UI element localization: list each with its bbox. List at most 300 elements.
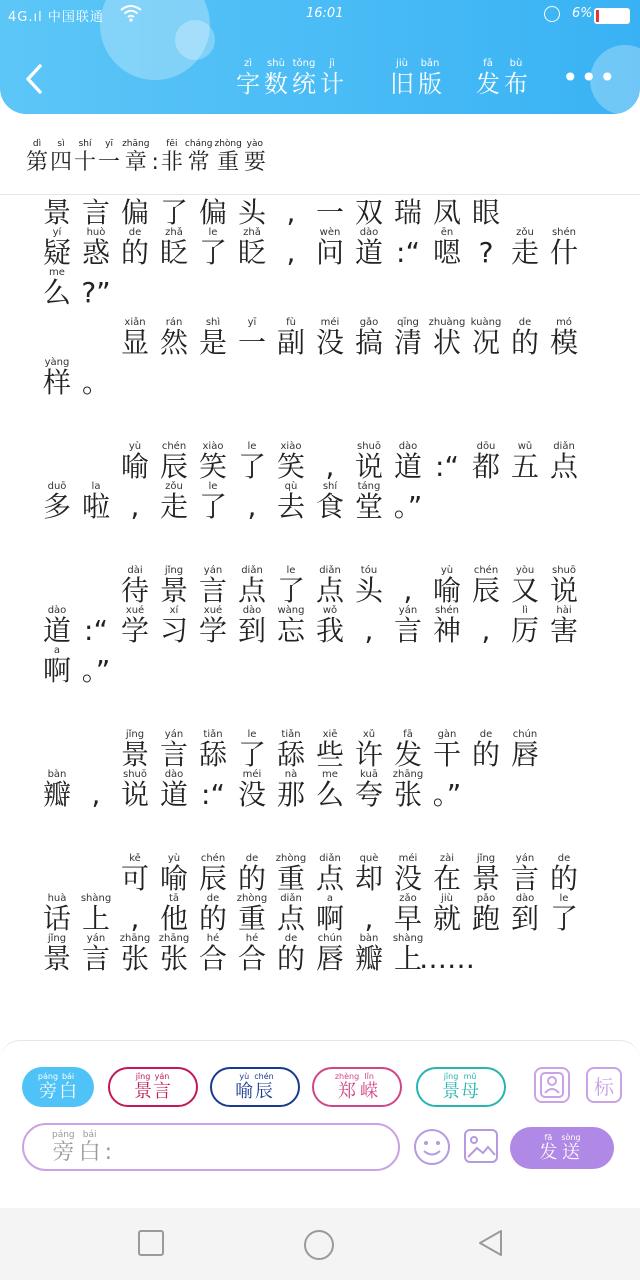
pinyin: jǐng xyxy=(125,729,145,740)
hanzi-glyph xyxy=(561,1133,580,1163)
image-button[interactable] xyxy=(462,1127,502,1167)
text-line xyxy=(38,195,608,227)
send-button[interactable] xyxy=(510,1127,614,1169)
hanzi-glyph xyxy=(161,138,183,176)
pinyin: yán xyxy=(515,853,535,864)
pinyin: tā xyxy=(168,893,180,904)
character: 厉 xyxy=(510,614,539,647)
pinyin: rán xyxy=(165,317,183,328)
character: 瓣 xyxy=(354,942,383,975)
pinyin: zǒu xyxy=(165,481,183,492)
pinyin: dào xyxy=(242,605,262,616)
hanzi-glyph xyxy=(38,933,76,973)
character: 。 xyxy=(81,366,110,399)
hanzi-glyph xyxy=(428,893,466,933)
hanzi-glyph xyxy=(233,317,271,357)
character: 辰 xyxy=(198,862,227,895)
pinyin: shí xyxy=(78,139,92,149)
character: 的 xyxy=(549,862,578,895)
pinyin: hé xyxy=(245,933,259,944)
role-chip-narrator[interactable] xyxy=(22,1067,94,1107)
character: 言 xyxy=(159,738,188,771)
pinyin: tiǎn xyxy=(281,729,301,740)
pinyin: mó xyxy=(556,317,572,328)
chapter-title[interactable] xyxy=(26,138,268,176)
pinyin: qù xyxy=(284,481,298,492)
character: 母 xyxy=(461,1081,479,1102)
character: 道 xyxy=(159,778,188,811)
hanzi-glyph xyxy=(194,769,232,809)
back-nav-button[interactable] xyxy=(476,1228,508,1260)
hanzi-glyph xyxy=(350,769,388,809)
pinyin: fā xyxy=(403,729,413,740)
hanzi-glyph xyxy=(539,1133,557,1163)
character: 的 xyxy=(198,902,227,935)
pinyin: zǒu xyxy=(516,227,534,238)
character: 啦 xyxy=(81,490,110,523)
hanzi-glyph xyxy=(506,441,544,481)
hanzi-glyph xyxy=(233,893,271,933)
hanzi-glyph xyxy=(233,441,271,481)
carrier-label: 4G.ıl 中国联通 xyxy=(8,10,104,25)
character: 的 xyxy=(120,236,149,269)
hanzi-glyph xyxy=(311,227,349,267)
character: 言 xyxy=(81,196,110,229)
character: 显 xyxy=(120,326,149,359)
character: :“ xyxy=(84,614,108,647)
pinyin: chún xyxy=(317,933,343,944)
pinyin: dào xyxy=(359,227,379,238)
pinyin: chén xyxy=(254,1072,274,1081)
character: , xyxy=(286,196,296,229)
character: 清 xyxy=(393,326,422,359)
character: 字 xyxy=(236,70,260,98)
character: 发 xyxy=(476,70,500,98)
pinyin: méi xyxy=(242,769,262,780)
pinyin: ēn xyxy=(440,227,454,238)
hanzi-glyph xyxy=(428,729,466,769)
character: 去 xyxy=(276,490,305,523)
pinyin: páng xyxy=(52,1130,75,1140)
role-profile-button[interactable] xyxy=(534,1067,570,1103)
hanzi-glyph xyxy=(311,729,349,769)
character: 状 xyxy=(432,326,461,359)
hanzi-glyph xyxy=(38,645,76,685)
character: 非 xyxy=(160,150,183,175)
pinyin: zhāng xyxy=(158,933,190,944)
hanzi-glyph xyxy=(311,441,349,481)
hanzi-glyph xyxy=(116,893,154,933)
character: 景 xyxy=(159,574,188,607)
pinyin: jì xyxy=(329,58,335,69)
hanzi-glyph xyxy=(311,893,349,933)
text-line xyxy=(38,357,608,397)
pinyin: yán xyxy=(398,605,418,616)
pinyin: yí xyxy=(52,227,62,238)
character: 言 xyxy=(81,942,110,975)
hanzi-glyph xyxy=(311,481,349,521)
pinyin: lǐn xyxy=(364,1072,374,1081)
hanzi-glyph xyxy=(350,729,388,769)
pinyin: yī xyxy=(247,317,257,328)
character: 偏 xyxy=(198,196,227,229)
character: , xyxy=(325,450,335,483)
character: : xyxy=(104,1140,113,1165)
hanzi-glyph xyxy=(38,769,76,809)
hanzi-glyph xyxy=(59,1072,77,1102)
pinyin: kuā xyxy=(360,769,378,780)
hanzi-glyph xyxy=(194,893,232,933)
pinyin: cháng xyxy=(184,139,213,149)
character: 凤 xyxy=(432,196,461,229)
hanzi-glyph xyxy=(77,195,115,227)
publish-button[interactable] xyxy=(476,58,532,98)
character: 要 xyxy=(243,150,266,175)
character: 害 xyxy=(549,614,578,647)
character: 第 xyxy=(26,150,49,175)
hanzi-glyph xyxy=(545,565,583,605)
hanzi-glyph xyxy=(292,58,316,98)
character: 习 xyxy=(159,614,188,647)
pinyin: nà xyxy=(284,769,298,780)
hanzi-glyph xyxy=(428,853,466,893)
role-toolbar xyxy=(0,1040,640,1175)
hanzi-glyph xyxy=(116,853,154,893)
hanzi-glyph xyxy=(467,729,505,769)
hanzi-glyph xyxy=(155,893,193,933)
pinyin: wǒ xyxy=(322,605,338,616)
hanzi-glyph xyxy=(233,481,271,521)
dialogue-input[interactable] xyxy=(22,1123,400,1171)
character: 双 xyxy=(354,196,383,229)
character: 景 xyxy=(442,1081,460,1102)
character: 夸 xyxy=(354,778,383,811)
pinyin: diǎn xyxy=(241,565,263,576)
more-options-button[interactable] xyxy=(562,61,618,94)
hanzi-glyph xyxy=(428,317,466,357)
hanzi-glyph xyxy=(116,481,154,521)
hanzi-glyph xyxy=(350,893,388,933)
character: 白 xyxy=(78,1140,101,1165)
character: 言 xyxy=(510,862,539,895)
hanzi-glyph xyxy=(116,605,154,645)
hanzi-glyph xyxy=(506,853,544,893)
hanzi-glyph xyxy=(506,317,544,357)
text-line xyxy=(38,441,608,481)
story-paragraph[interactable] xyxy=(38,317,608,397)
pinyin: huà xyxy=(47,893,67,904)
clock: 16:01 xyxy=(306,6,344,21)
character: 合 xyxy=(198,942,227,975)
text-line xyxy=(38,645,608,685)
character: 的 xyxy=(471,738,500,771)
text-line xyxy=(38,769,608,809)
hanzi-glyph xyxy=(350,605,388,645)
character: 旧 xyxy=(390,70,414,98)
character: 合 xyxy=(237,942,266,975)
story-paragraph[interactable] xyxy=(38,853,608,973)
back-button[interactable] xyxy=(18,62,52,96)
pinyin: de xyxy=(557,853,571,864)
character: 都 xyxy=(471,450,500,483)
hanzi-glyph xyxy=(77,933,115,973)
text-line xyxy=(38,605,608,645)
character: 许 xyxy=(354,738,383,771)
emoji-button[interactable] xyxy=(412,1127,452,1167)
pinyin: gǎo xyxy=(359,317,379,328)
character: 跑 xyxy=(471,902,500,935)
pinyin: me xyxy=(49,267,65,278)
character: 统 xyxy=(292,70,316,98)
story-paragraph[interactable] xyxy=(38,565,608,685)
character: 了 xyxy=(549,902,578,935)
character: 旁 xyxy=(52,1140,75,1165)
pinyin: le xyxy=(559,893,569,904)
character: 辰 xyxy=(255,1081,273,1102)
story-paragraph[interactable] xyxy=(38,441,608,521)
character: 眨 xyxy=(159,236,188,269)
pinyin: bàn xyxy=(47,769,67,780)
hanzi-glyph xyxy=(272,605,310,645)
character: 喻 xyxy=(120,450,149,483)
pinyin: méi xyxy=(398,853,418,864)
text-line xyxy=(38,267,608,307)
pinyin: xué xyxy=(203,605,223,616)
text-line xyxy=(38,481,608,521)
character: 景 xyxy=(120,738,149,771)
character: 言 xyxy=(153,1081,171,1102)
pinyin: zhòng xyxy=(214,139,242,149)
hanzi-glyph xyxy=(77,605,115,645)
hanzi-glyph xyxy=(116,195,154,227)
pinyin: zǎo xyxy=(399,893,417,904)
character: 待 xyxy=(120,574,149,607)
hanzi-glyph xyxy=(155,769,193,809)
pinyin: yán xyxy=(164,729,184,740)
hanzi-glyph xyxy=(545,853,583,893)
hanzi-glyph xyxy=(155,853,193,893)
hanzi-glyph xyxy=(52,1129,75,1165)
story-paragraph[interactable] xyxy=(38,729,608,809)
character: 舔 xyxy=(276,738,305,771)
character: 模 xyxy=(549,326,578,359)
pinyin: tóu xyxy=(360,565,378,576)
hanzi-glyph xyxy=(272,441,310,481)
hanzi-glyph xyxy=(235,1072,253,1102)
hanzi-glyph xyxy=(272,933,310,973)
character: 重 xyxy=(217,150,240,175)
hanzi-glyph xyxy=(467,893,505,933)
character: 啊 xyxy=(42,654,71,687)
pinyin: wèn xyxy=(319,227,341,238)
pinyin: de xyxy=(284,933,298,944)
hanzi-glyph xyxy=(428,769,466,809)
pinyin: shì xyxy=(205,317,221,328)
hanzi-glyph xyxy=(467,195,505,227)
character: 重 xyxy=(237,902,266,935)
role-chip-yuchen[interactable] xyxy=(210,1067,300,1107)
character: 早 xyxy=(393,902,422,935)
hanzi-glyph xyxy=(38,605,76,645)
pinyin: sòng xyxy=(561,1133,581,1142)
pinyin: yù xyxy=(239,1072,250,1081)
hanzi-glyph xyxy=(77,769,115,809)
character: 送 xyxy=(562,1142,580,1163)
hanzi-glyph xyxy=(244,138,266,176)
hanzi-glyph xyxy=(389,605,427,645)
character: 头 xyxy=(237,196,266,229)
pinyin: yán xyxy=(154,1072,170,1081)
character: 眼 xyxy=(471,196,500,229)
hanzi-glyph xyxy=(311,195,349,227)
pinyin: chén xyxy=(161,441,187,452)
pinyin: shù xyxy=(267,58,285,69)
hanzi-glyph xyxy=(214,138,241,176)
pinyin: jǐng xyxy=(443,1072,459,1081)
more-icon: ••• xyxy=(562,61,618,94)
character: 了 xyxy=(237,450,266,483)
hanzi-glyph xyxy=(194,933,232,973)
battery-icon xyxy=(594,8,630,24)
hanzi-glyph xyxy=(389,769,427,809)
character: 那 xyxy=(276,778,305,811)
pinyin: fā xyxy=(483,58,493,69)
hanzi-glyph xyxy=(79,1129,101,1165)
hanzi-glyph xyxy=(233,853,271,893)
hanzi-glyph xyxy=(116,565,154,605)
hanzi-glyph xyxy=(506,565,544,605)
pinyin: xiē xyxy=(322,729,338,740)
role-chip-zhengli[interactable] xyxy=(312,1067,402,1107)
role-chip-jingmu[interactable] xyxy=(416,1067,506,1107)
character: 。” xyxy=(432,778,462,811)
text-line xyxy=(38,853,608,893)
text-line xyxy=(38,565,608,605)
pinyin: duō xyxy=(47,481,67,492)
hanzi-glyph xyxy=(122,138,149,176)
pinyin: zhǎ xyxy=(165,227,183,238)
hanzi-glyph xyxy=(155,565,193,605)
pinyin: bái xyxy=(82,1130,97,1140)
character: 没 xyxy=(315,326,344,359)
story-paragraph[interactable] xyxy=(38,195,608,307)
pinyin: yù xyxy=(167,853,181,864)
pinyin: zhuàng xyxy=(428,317,466,328)
hanzi-glyph xyxy=(38,267,76,307)
hanzi-glyph xyxy=(461,1072,479,1102)
pinyin: hài xyxy=(556,605,572,616)
character: 什 xyxy=(549,236,578,269)
hanzi-glyph xyxy=(272,565,310,605)
pinyin: zì xyxy=(243,58,253,69)
pinyin: de xyxy=(518,317,532,328)
battery-percent: 6% xyxy=(572,6,593,21)
character: 一 xyxy=(98,150,121,175)
hanzi-glyph xyxy=(419,933,475,975)
pinyin: shuō xyxy=(356,441,381,452)
image-icon xyxy=(462,1127,500,1165)
pinyin: dì xyxy=(32,139,42,149)
pinyin: yán xyxy=(203,565,223,576)
hanzi-glyph xyxy=(194,481,232,521)
text-line xyxy=(38,317,608,357)
pinyin: le xyxy=(208,227,218,238)
home-button[interactable] xyxy=(302,1228,334,1260)
character: 点 xyxy=(276,902,305,935)
word-count-button[interactable] xyxy=(236,58,348,98)
character: 嵘 xyxy=(360,1081,379,1102)
character: 到 xyxy=(510,902,539,935)
pinyin: zài xyxy=(439,853,455,864)
character: 数 xyxy=(264,70,288,98)
hanzi-glyph xyxy=(467,441,505,481)
pinyin: de xyxy=(479,729,493,740)
hanzi-glyph xyxy=(233,769,271,809)
character: 些 xyxy=(315,738,344,771)
character: 堂 xyxy=(354,490,383,523)
pinyin: zhāng xyxy=(392,769,424,780)
pinyin: qīng xyxy=(397,317,419,328)
system-nav-bar xyxy=(0,1208,640,1280)
hanzi-glyph xyxy=(272,729,310,769)
character: 点 xyxy=(315,862,344,895)
pinyin: zhòng xyxy=(275,853,307,864)
pinyin: jǐng xyxy=(164,565,184,576)
character: , xyxy=(481,614,491,647)
character: 五 xyxy=(510,450,539,483)
chevron-left-icon xyxy=(18,62,52,96)
pinyin: méi xyxy=(320,317,340,328)
character: :“ xyxy=(201,778,225,811)
character: 头 xyxy=(354,574,383,607)
pinyin: diǎn xyxy=(319,853,341,864)
hanzi-glyph xyxy=(272,893,310,933)
character: 布 xyxy=(504,70,528,98)
circle-icon xyxy=(302,1228,336,1262)
pinyin: xiào xyxy=(202,441,224,452)
hanzi-glyph xyxy=(105,1129,112,1165)
pinyin: shén xyxy=(434,605,460,616)
character: 学 xyxy=(120,614,149,647)
story-content[interactable] xyxy=(0,195,640,1040)
role-chip-jingyan[interactable] xyxy=(108,1067,198,1107)
mark-button[interactable] xyxy=(586,1067,622,1103)
pinyin: jǐng xyxy=(476,853,496,864)
pinyin: jiù xyxy=(441,893,453,904)
pinyin: hé xyxy=(206,933,220,944)
pinyin: fā xyxy=(544,1133,553,1142)
pinyin: shuō xyxy=(551,565,576,576)
hanzi-glyph xyxy=(38,893,76,933)
character: 到 xyxy=(237,614,266,647)
character: 计 xyxy=(320,70,344,98)
pinyin: bù xyxy=(509,58,523,69)
hanzi-glyph xyxy=(545,317,583,357)
old-version-button[interactable] xyxy=(390,58,446,98)
character: 又 xyxy=(510,574,539,607)
pinyin: zhāng xyxy=(122,139,150,149)
pinyin: shuō xyxy=(122,769,147,780)
recents-button[interactable] xyxy=(136,1228,168,1260)
hanzi-glyph xyxy=(77,645,115,685)
hanzi-glyph xyxy=(38,481,76,521)
hanzi-glyph xyxy=(350,227,388,267)
character: ?” xyxy=(81,276,111,309)
hanzi-glyph xyxy=(254,1072,273,1102)
character: , xyxy=(364,902,374,935)
hanzi-glyph xyxy=(389,481,427,521)
square-icon xyxy=(136,1228,166,1258)
